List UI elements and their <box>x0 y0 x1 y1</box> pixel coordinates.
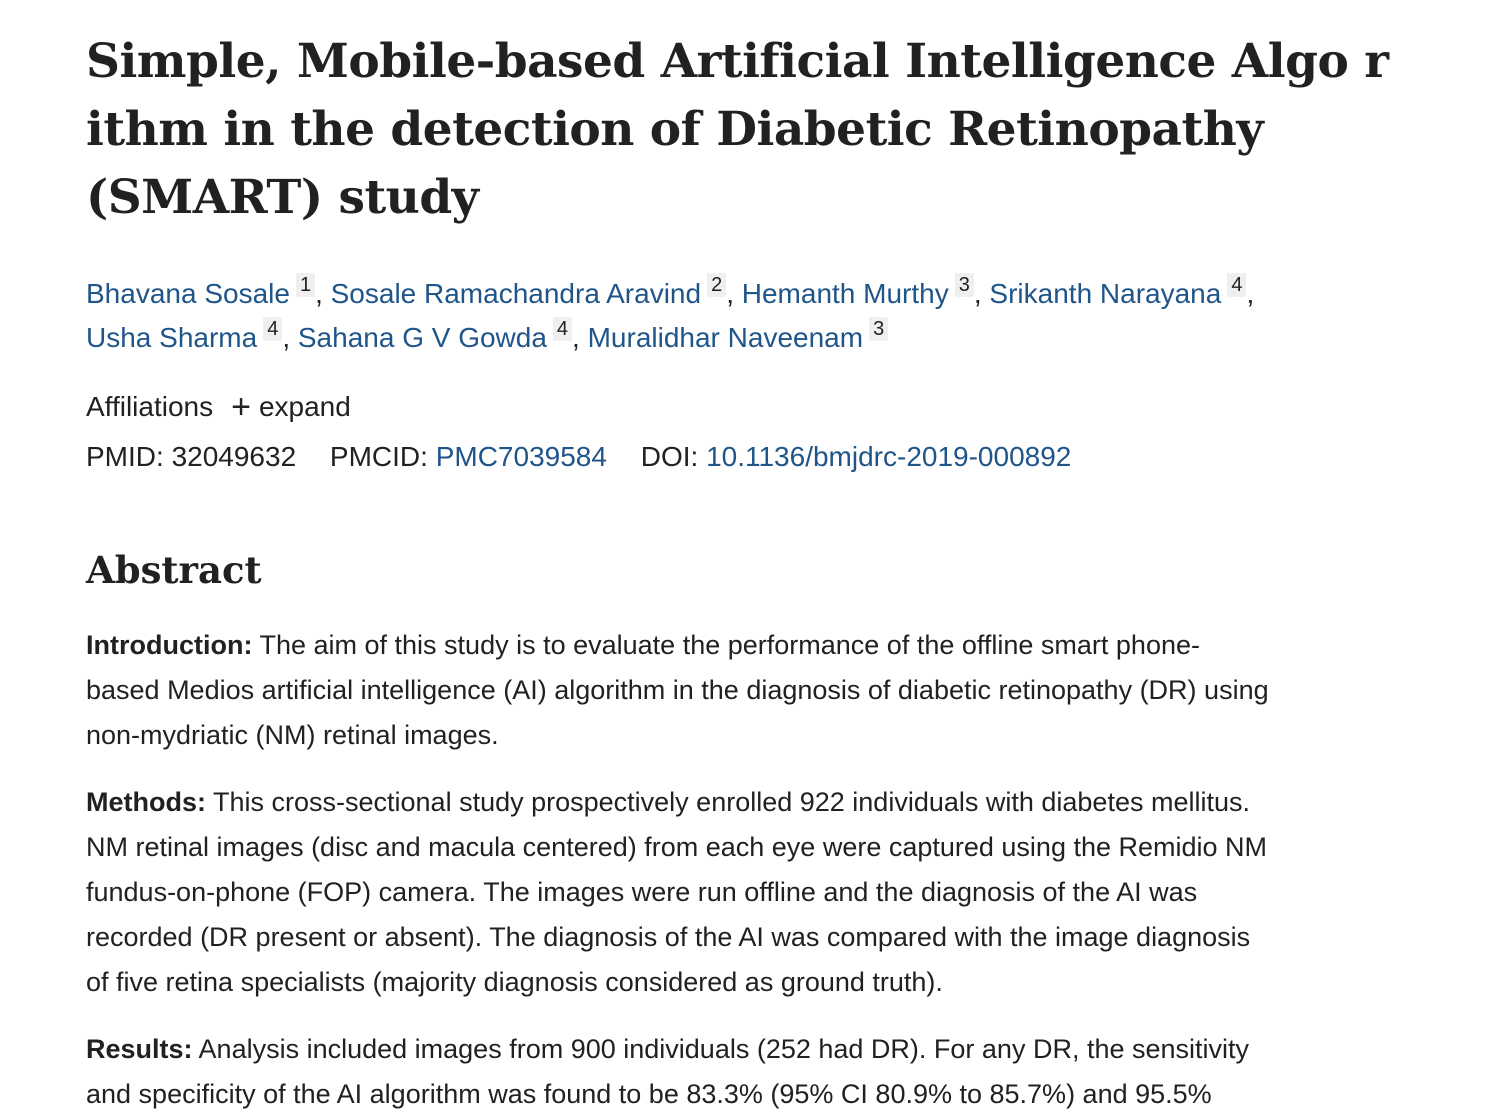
affiliation-number[interactable]: 4 <box>263 317 282 341</box>
methods-label: Methods: <box>86 787 206 817</box>
expand-label: expand <box>258 391 351 422</box>
affiliation-number[interactable]: 4 <box>1227 273 1246 297</box>
pmid-value: 32049632 <box>171 441 297 472</box>
author-list: Bhavana Sosale 1 , Sosale Ramachandra Aravind 2 , Hemanth Murthy 3 , Srikanth Narayana 4 , Usha Sharma 4 , Sahana G V Gowda 4 , Muralidhar Naveenam 3 <box>86 274 1255 353</box>
introduction-text: The aim of this study is to evaluate the performance of the offline smart phone- <box>252 630 1200 660</box>
author-link[interactable]: Srikanth Narayana <box>989 278 1222 309</box>
introduction-text: based Medios artificial intelligence (AI) algorithm in the diagnosis of diabetic retinopathy (DR) using <box>86 675 1269 705</box>
pmid <box>86 441 296 472</box>
author-link[interactable]: Usha Sharma <box>86 322 258 353</box>
affiliation-number[interactable]: 3 <box>955 273 974 297</box>
results-text: and specificity of the AI algorithm was found to be 83.3% (95% CI 80.9% to 85.7%) and 95.5% <box>86 1079 1212 1109</box>
expand-affiliations-button[interactable] <box>231 387 351 427</box>
methods-text: fundus-on-phone (FOP) camera. The images were run offline and the diagnosis of the AI was <box>86 877 1198 907</box>
affiliations-label: Affiliations <box>86 391 214 422</box>
methods-text: of five retina specialists (majority diagnosis considered as ground truth). <box>86 967 943 997</box>
pmid-label: PMID: <box>86 441 164 472</box>
doi <box>641 441 1072 472</box>
article-page <box>86 28 1436 1117</box>
introduction-label: Introduction: <box>86 630 253 660</box>
abstract-results <box>86 1027 1436 1117</box>
methods-text: recorded (DR present or absent). The diagnosis of the AI was compared with the image diagnosis <box>86 922 1251 952</box>
methods-text: This cross-sectional study prospectively enrolled 922 individuals with diabetes mellitus. <box>205 787 1250 817</box>
author-link[interactable]: Sosale Ramachandra Aravind <box>330 278 702 309</box>
affiliation-number[interactable]: 3 <box>869 317 888 341</box>
pmcid <box>330 441 607 472</box>
title-line: (SMART) study <box>86 170 479 225</box>
pmcid-link[interactable]: PMC7039584 <box>435 441 607 472</box>
results-label: Results: <box>86 1034 193 1064</box>
affiliation-number[interactable]: 4 <box>553 317 572 341</box>
author-link[interactable]: Hemanth Murthy <box>741 278 949 309</box>
plus-icon: + <box>231 388 251 426</box>
results-text: Analysis included images from 900 individuals (252 had DR). For any DR, the sensitivity <box>192 1034 1250 1064</box>
author-link[interactable]: Muralidhar Naveenam <box>587 322 864 353</box>
doi-label: DOI: <box>640 441 699 472</box>
author-link[interactable]: Bhavana Sosale <box>86 278 290 309</box>
affiliation-number[interactable]: 1 <box>296 273 315 297</box>
abstract-methods <box>86 780 1436 1005</box>
title-line: ithm in the detection of Diabetic Retinopathy <box>86 102 1264 157</box>
methods-text: NM retinal images (disc and macula centered) from each eye were captured using the Remidio NM <box>86 832 1268 862</box>
article-title <box>86 28 1436 232</box>
doi-link[interactable]: 10.1136/bmjdrc-2019-000892 <box>706 441 1072 472</box>
title-line: Simple, Mobile-based Artificial Intelligence Algo r <box>86 34 1389 89</box>
affiliations-row <box>86 387 1436 427</box>
pmcid-label: PMCID: <box>329 441 428 472</box>
abstract-introduction <box>86 623 1436 758</box>
abstract-heading: Abstract <box>86 548 262 592</box>
affiliation-number[interactable]: 2 <box>707 273 726 297</box>
introduction-text: non-mydriatic (NM) retinal images. <box>86 720 499 750</box>
author-link[interactable]: Sahana G V Gowda <box>297 322 547 353</box>
identifiers-row <box>86 437 1436 477</box>
